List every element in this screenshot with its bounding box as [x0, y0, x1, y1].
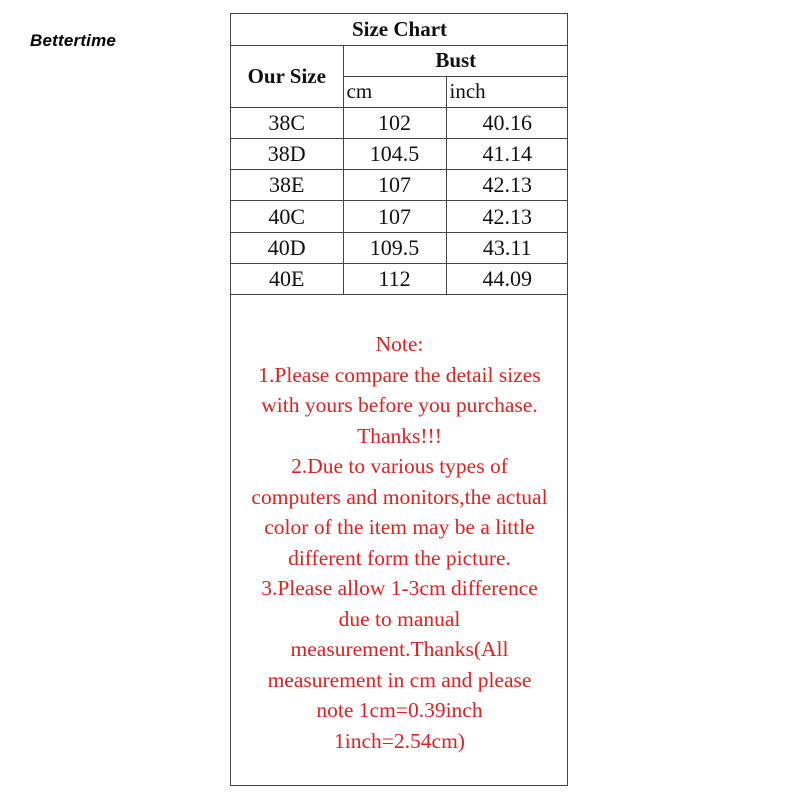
cell-bust-cm: 107: [343, 201, 446, 232]
cell-bust-cm: 112: [343, 263, 446, 294]
table-title-row: [231, 14, 568, 45]
cell-bust-cm: 104.5: [343, 138, 446, 169]
note-line: 1inch=2.54cm): [334, 728, 465, 753]
cell-size: 38C: [231, 107, 343, 138]
table-row: [231, 201, 568, 232]
header-bust: Bust: [343, 45, 568, 76]
table-row: [231, 170, 568, 201]
note-line: 3.Please allow 1-3cm difference: [261, 576, 538, 600]
table-title: Size Chart: [231, 14, 568, 45]
note-line: due to manual: [338, 606, 461, 631]
cell-bust-inch: 42.13: [446, 170, 568, 201]
note-line: 2.Due to various types of: [291, 454, 508, 478]
note-line: different form the picture.: [288, 545, 511, 570]
table-row: [231, 263, 568, 294]
cell-size: 40D: [231, 232, 343, 263]
cell-bust-inch: 42.13: [446, 201, 568, 232]
cell-bust-inch: 41.14: [446, 138, 568, 169]
note-line: Thanks!!!: [357, 423, 442, 448]
note-block: [231, 295, 568, 756]
note-line: 1.Please compare the detail sizes: [258, 362, 541, 387]
note-line: with yours before you purchase.: [261, 393, 538, 417]
cell-size: 38E: [231, 170, 343, 201]
brand-logo-text: Bettertime: [30, 31, 117, 50]
size-chart-sheet: [230, 13, 568, 786]
note-heading: Note:: [375, 332, 424, 356]
size-chart-table: [231, 14, 568, 295]
table-row: [231, 138, 568, 169]
header-unit-cm: cm: [343, 76, 446, 107]
note-line: note 1cm=0.39inch: [316, 698, 483, 722]
cell-bust-cm: 102: [343, 107, 446, 138]
note-line: computers and monitors,the actual: [251, 484, 548, 509]
table-row: [231, 232, 568, 263]
table-header-row: [231, 45, 568, 76]
note-line: color of the item may be a little: [264, 515, 535, 539]
cell-bust-cm: 109.5: [343, 232, 446, 263]
note-line: measurement.Thanks(All: [290, 637, 509, 661]
cell-bust-inch: 44.09: [446, 263, 568, 294]
cell-bust-inch: 43.11: [446, 232, 568, 263]
cell-size: 38D: [231, 138, 343, 169]
cell-size: 40E: [231, 263, 343, 294]
header-our-size: Our Size: [231, 45, 343, 107]
cell-size: 40C: [231, 201, 343, 232]
header-unit-inch: inch: [446, 76, 568, 107]
note-line: measurement in cm and please: [267, 667, 532, 692]
cell-bust-inch: 40.16: [446, 107, 568, 138]
table-row: [231, 107, 568, 138]
cell-bust-cm: 107: [343, 170, 446, 201]
